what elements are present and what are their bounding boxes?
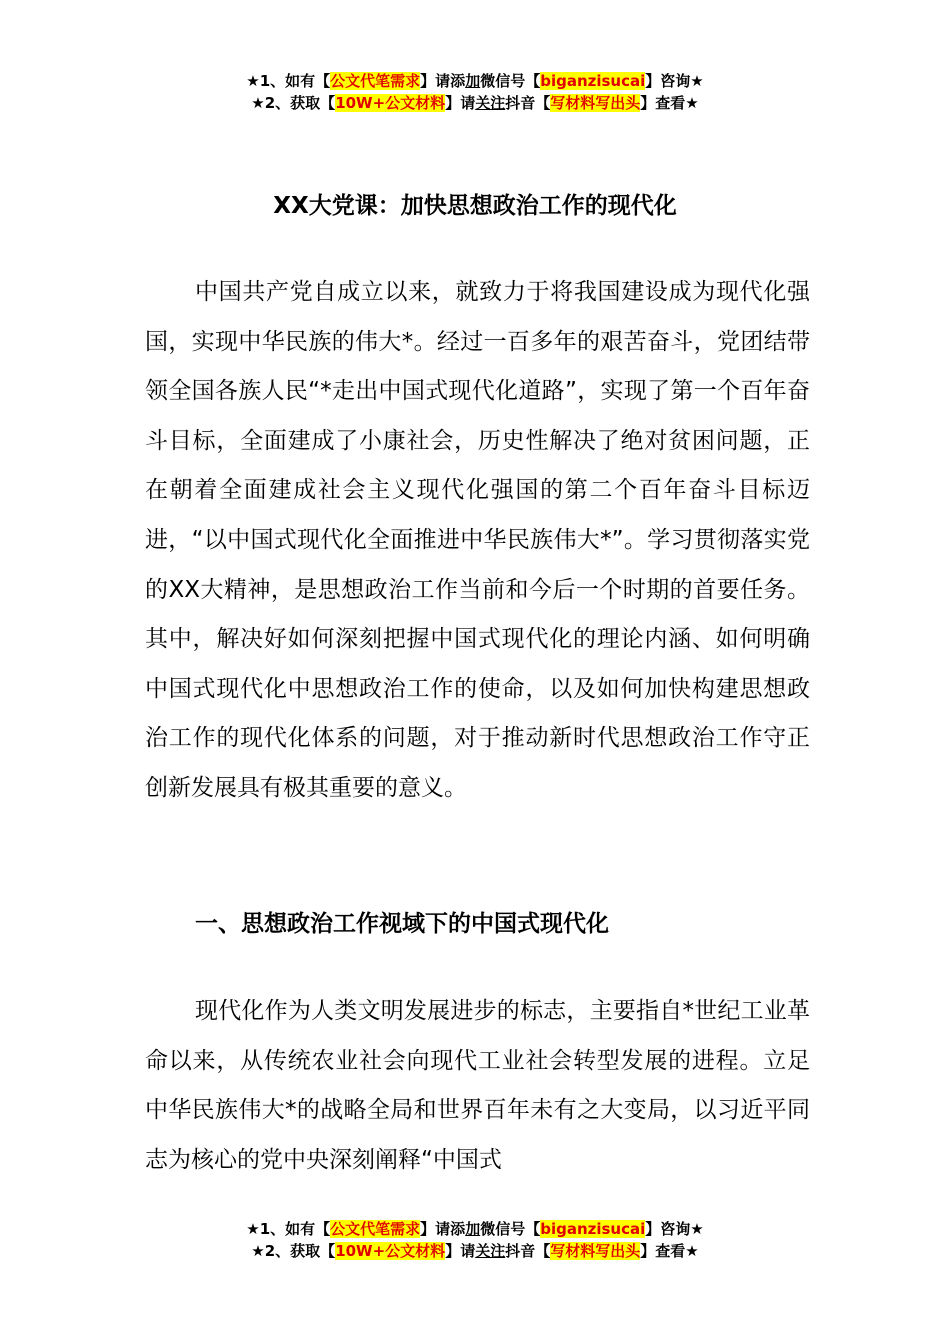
banner-line-1: ★1、如有【公文代笔需求】请添加微信号【biganzisucai】咨询★ [246,1220,704,1238]
highlight-service: 公文代笔需求 [330,1220,421,1238]
banner-line-2: ★2、获取【10W+公文材料】请关注抖音【写材料写出头】查看★ [251,94,699,112]
highlight-service: 公文代笔需求 [330,72,421,90]
section-heading-1: 一、思想政治工作视域下的中国式现代化 [195,911,609,937]
footer-banner [0,1218,950,1262]
highlight-douyin-account: 写材料写出头 [550,1242,641,1260]
banner-line-1: ★1、如有【公文代笔需求】请添加微信号【biganzisucai】咨询★ [246,72,704,90]
paragraph-intro: 中国共产党自成立以来，就致力于将我国建设成为现代化强国，实现中华民族的伟大*。经过一百多年的艰苦奋斗，党团结带领全国各族人民“*走出中国式现代化道路”，实现了第一个百年奋斗目标，全面建成了小康社会，历史性解决了绝对贫困问题，正在朝着全面建成社会主义现代化强国的第二个百年奋斗目标迈进，“以中国式现代化全面推进中华民族伟大*”。学习贯彻落实党的XX大精神，是思想政治工作当前和今后一个时期的首要任务。其中，解决好如何深刻把握中国式现代化的理论内涵、如何明确中国式现代化中思想政治工作的使命，以及如何加快构建思想政治工作的现代化体系的问题，对于推动新时代思想政治工作守正创新发展具有极其重要的意义。 [145,279,810,801]
highlight-materials: 10W+公文材料 [335,1242,446,1260]
document-title: XX大党课：加快思想政治工作的现代化 [273,193,677,219]
header-banner [0,70,950,114]
highlight-wechat-id: biganzisucai [540,1220,646,1238]
highlight-materials: 10W+公文材料 [335,94,446,112]
highlight-wechat-id: biganzisucai [540,72,646,90]
paragraph-section-1: 现代化作为人类文明发展进步的标志，主要指自*世纪工业革命以来，从传统农业社会向现代工业社会转型发展的进程。立足中华民族伟大*的战略全局和世界百年未有之大变局，以习近平同志为核心的党中央深刻阐释“中国式 [145,998,810,1173]
banner-line-2: ★2、获取【10W+公文材料】请关注抖音【写材料写出头】查看★ [251,1242,699,1260]
highlight-douyin-account: 写材料写出头 [550,94,641,112]
